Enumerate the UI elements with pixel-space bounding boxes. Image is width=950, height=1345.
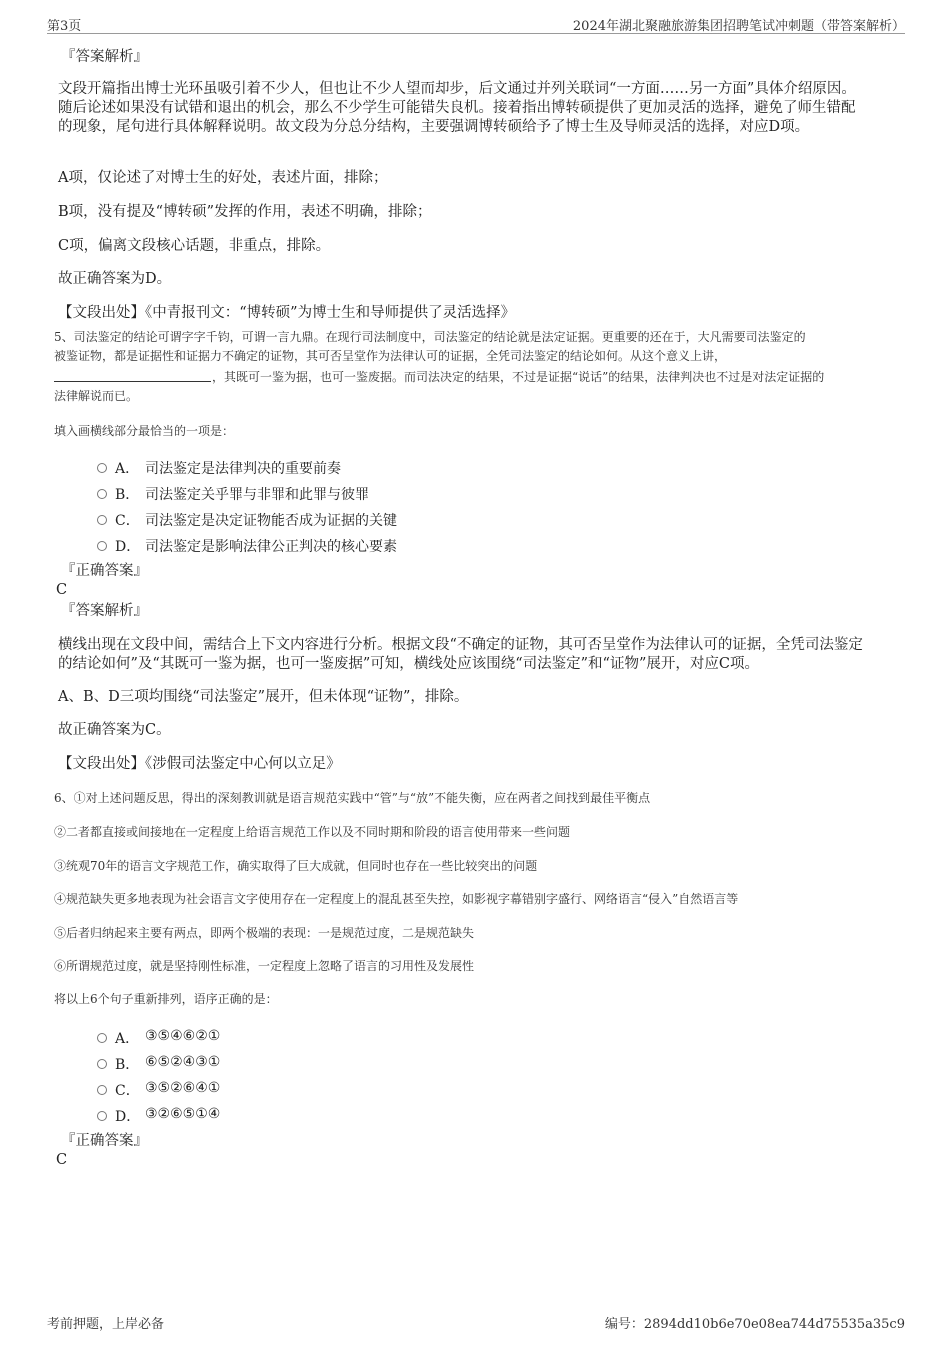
document-title: 2024年湖北聚融旅游集团招聘笔试冲刺题（带答案解析） bbox=[572, 19, 905, 34]
option-label: D． bbox=[115, 539, 141, 555]
option-text: ③⑤④⑥②① bbox=[145, 1028, 221, 1044]
q5-answer-heading: 『正确答案』 bbox=[61, 563, 148, 579]
q5-stem-line-1: 5、司法鉴定的结论可谓字字千钧，可谓一言九鼎。在现行司法制度中，司法鉴定的结论就是法定证据。更重要的还在于，大凡需要司法鉴定的 bbox=[54, 330, 806, 344]
option-label: B． bbox=[115, 487, 140, 503]
option-text: 司法鉴定是决定证物能否成为证据的关键 bbox=[145, 513, 397, 529]
radio-button-icon[interactable] bbox=[97, 489, 107, 499]
option-text: ⑥⑤②④③① bbox=[145, 1054, 221, 1070]
q5-source: 【文段出处】《涉假司法鉴定中心何以立足》 bbox=[58, 756, 341, 772]
q4-analysis-paragraph: 文段开篇指出博士光环虽吸引着不少人，但也让不少人望而却步，后文通过并列关联词“一方面……另一方面”具体介绍原因。随后论述如果没有试错和退出的机会，那么不少学生可能错失良机。接着指出博转硕提供了更加灵活的选择，避免了师生错配的现象，尾句进行具体解释说明。故文段为分总分结构，主要强调博转硕给予了博士生及导师灵活的选择，对应D项。 bbox=[58, 81, 856, 135]
q5-analysis-paragraph: 横线出现在文段中间，需结合上下文内容进行分析。根据文段“不确定的证物，其可否呈堂作为法律认可的证据，全凭司法鉴定的结论如何”及“其既可一鉴为据，也可一鉴废据”可知，横线处应该围绕“司法鉴定”和“证物”展开，对应C项。 bbox=[58, 637, 863, 672]
q6-answer: C bbox=[56, 1152, 68, 1168]
q4-analysis-heading: 『答案解析』 bbox=[61, 49, 148, 65]
q6-sentence-3: ③统观70年的语言文字规范工作，确实取得了巨大成就，但同时也存在一些比较突出的问题 bbox=[54, 859, 538, 873]
radio-button-icon[interactable] bbox=[97, 1059, 107, 1069]
option-text: 司法鉴定是法律判决的重要前奏 bbox=[145, 461, 341, 477]
q6-sentence-6: ⑥所谓规范过度，就是坚持刚性标准，一定程度上忽略了语言的习用性及发展性 bbox=[54, 959, 475, 973]
option-label: C． bbox=[115, 1083, 140, 1099]
q5-conclusion: 故正确答案为C。 bbox=[58, 722, 171, 738]
footer-slogan: 考前押题，上岸必备 bbox=[47, 1317, 165, 1332]
page-footer bbox=[47, 1313, 905, 1331]
option-text: 司法鉴定是影响法律公正判决的核心要素 bbox=[145, 539, 397, 555]
option-label: B． bbox=[115, 1057, 140, 1073]
q4-analysis-option-a: A项，仅论述了对博士生的好处，表述片面，排除； bbox=[58, 170, 388, 186]
q5-prompt: 填入画横线部分最恰当的一项是： bbox=[54, 424, 235, 438]
radio-button-icon[interactable] bbox=[97, 463, 107, 473]
radio-button-icon[interactable] bbox=[97, 1033, 107, 1043]
option-label: A． bbox=[115, 461, 140, 477]
radio-button-icon[interactable] bbox=[97, 1111, 107, 1121]
option-label: C． bbox=[115, 513, 140, 529]
q6-sentence-4: ④规范缺失更多地表现为社会语言文字使用存在一定程度上的混乱甚至失控，如影视字幕错别字盛行、网络语言“侵入”自然语言等 bbox=[54, 892, 739, 906]
radio-button-icon[interactable] bbox=[97, 515, 107, 525]
q5-stem-line-3: ，其既可一鉴为据，也可一鉴废据。而司法决定的结果，不过是证据“说话”的结果，法律判决也不过是对法定证据的 bbox=[212, 370, 825, 384]
q6-answer-heading: 『正确答案』 bbox=[61, 1133, 148, 1149]
q6-sentence-5: ⑤后者归纳起来主要有两点，即两个极端的表现：一是规范过度，二是规范缺失 bbox=[54, 926, 475, 940]
q4-conclusion: 故正确答案为D。 bbox=[58, 271, 172, 287]
q5-stem-line-4: 法律解说而已。 bbox=[54, 389, 139, 403]
q5-analysis-other-options: A、B、D三项均围绕“司法鉴定”展开，但未体现“证物”，排除。 bbox=[58, 689, 469, 705]
q6-sentence-2: ②二者都直接或间接地在一定程度上给语言规范工作以及不同时期和阶段的语言使用带来一些问题 bbox=[54, 825, 571, 839]
option-text: 司法鉴定关乎罪与非罪和此罪与彼罪 bbox=[145, 487, 369, 503]
option-label: D． bbox=[115, 1109, 141, 1125]
option-label: A． bbox=[115, 1031, 140, 1047]
q4-analysis-option-b: B项，没有提及“博转硕”发挥的作用，表述不明确，排除； bbox=[58, 204, 432, 220]
radio-button-icon[interactable] bbox=[97, 1085, 107, 1095]
q5-answer: C bbox=[56, 582, 68, 598]
q6-stem: 6、①对上述问题反思，得出的深刻教训就是语言规范实践中“管”与“放”不能失衡，应在两者之间找到最佳平衡点 bbox=[54, 791, 651, 805]
fill-in-blank-line bbox=[54, 381, 211, 382]
option-text: ③⑤②⑥④① bbox=[145, 1080, 221, 1096]
q4-source: 【文段出处】《中青报刊文：“博转硕”为博士生和导师提供了灵活选择》 bbox=[58, 305, 516, 321]
document-code: 编号：2894dd10b6e70e08ea744d75535a35c9 bbox=[604, 1317, 905, 1332]
q6-prompt: 将以上6个句子重新排列，语序正确的是： bbox=[54, 992, 278, 1006]
q5-analysis-heading: 『答案解析』 bbox=[61, 603, 148, 619]
radio-button-icon[interactable] bbox=[97, 541, 107, 551]
option-text: ③②⑥⑤①④ bbox=[145, 1106, 221, 1122]
q5-stem-line-2: 被鉴证物，都是证据性和证据力不确定的证物，其可否呈堂作为法律认可的证据，全凭司法鉴定的结论如何。从这个意义上讲， bbox=[54, 349, 727, 363]
page-number: 第3页 bbox=[47, 19, 82, 34]
page-header bbox=[47, 15, 905, 34]
q4-analysis-option-c: C项，偏离文段核心话题，非重点，排除。 bbox=[58, 238, 331, 254]
